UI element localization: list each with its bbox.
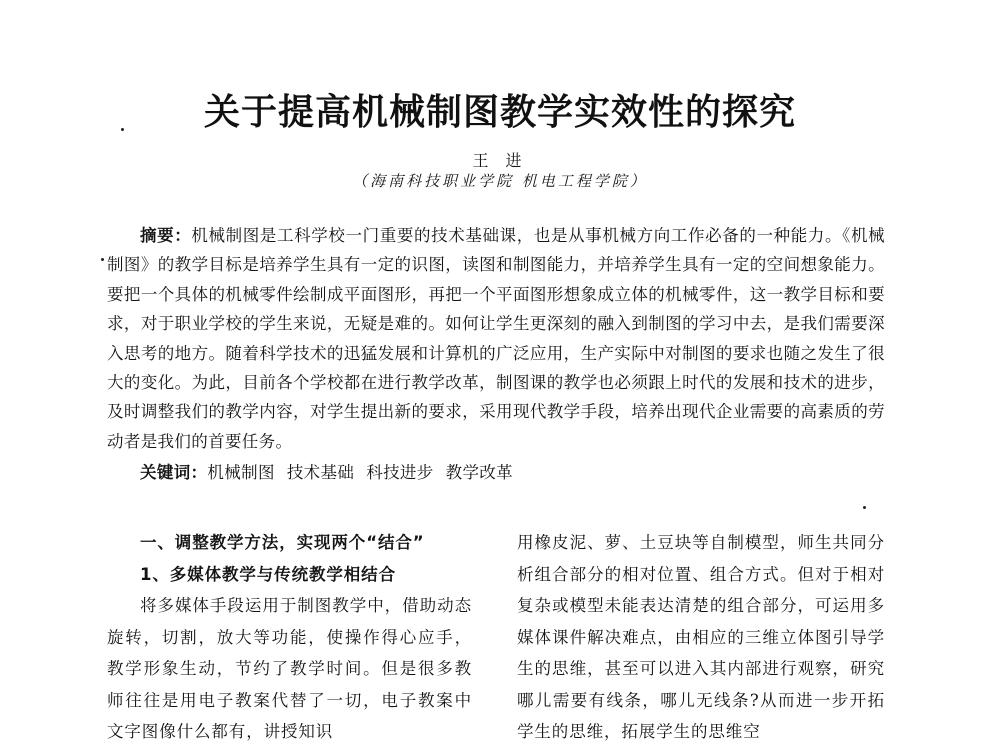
abstract-label: 摘要：	[140, 226, 192, 245]
body-column-right	[517, 527, 885, 748]
section-heading: 一、调整教学方法，实现两个“结合”	[140, 533, 425, 552]
author-affiliation: （海南科技职业学院 机电工程学院）	[352, 172, 648, 190]
scan-speck	[101, 258, 104, 261]
paper-title: 关于提高机械制图教学实效性的探究	[203, 92, 796, 133]
abstract	[107, 221, 885, 456]
body-paragraph: 用橡皮泥、萝、土豆块等自制模型，师生共同分析组合部分的相对位置、组合方式。但对于相对复杂或模型未能表达清楚的组合部分，可运用多媒体课件解决难点，由相应的三维立体图引导学生的思维，甚至可以进入其内部进行观察，研究哪儿需要有线条，哪儿无线条?从而进一步开拓学生的思维，拓展学生的思维空	[517, 533, 885, 741]
keyword-item: 机械制图	[207, 463, 275, 482]
author-name: 王 进	[472, 151, 528, 170]
keyword-item: 技术基础	[286, 463, 355, 482]
keywords	[140, 459, 525, 483]
keywords-label: 关键词：	[140, 463, 208, 482]
abstract-text: 机械制图是工科学校一门重要的技术基础课，也是从事机械方向工作必备的一种能力。《机械制图》的教学目标是培养学生具有一定的识图，读图和制图能力，并培养学生具有一定的空间想象能力。要把一个具体的机械零件绘制成平面图形，再把一个平面图形想象成立体的机械零件，这一教学目标和要求，对于职业学校的学生来说，无疑是难的。如何让学生更深刻的融入到制图的学习中去，是我们需要深入思考的地方。随着科学技术的迅猛发展和计算机的广泛应用，生产实际中对制图的要求也随之发生了很大的变化。为此，目前各个学校都在进行教学改革，制图课的教学也必须跟上时代的发展和技术的进步，及时调整我们的教学内容，对学生提出新的要求，采用现代教学手段，培养出现代企业需要的高素质的劳动者是我们的首要任务。	[107, 226, 885, 451]
body-paragraph: 将多媒体手段运用于制图教学中，借助动态旋转，切割，放大等功能，使操作得心应手，教学形象生动，节约了教学时间。但是很多教师往往是用电子教案代替了一切，电子教案中文字图像什么都有，讲授知识	[107, 596, 472, 741]
body-column-left	[107, 527, 472, 748]
subsection-heading: 1、多媒体教学与传统教学相结合	[140, 564, 396, 584]
scan-speck	[863, 506, 866, 509]
scan-speck	[121, 128, 124, 131]
keyword-item: 教学改革	[445, 463, 514, 482]
keyword-item: 科技进步	[366, 463, 434, 482]
